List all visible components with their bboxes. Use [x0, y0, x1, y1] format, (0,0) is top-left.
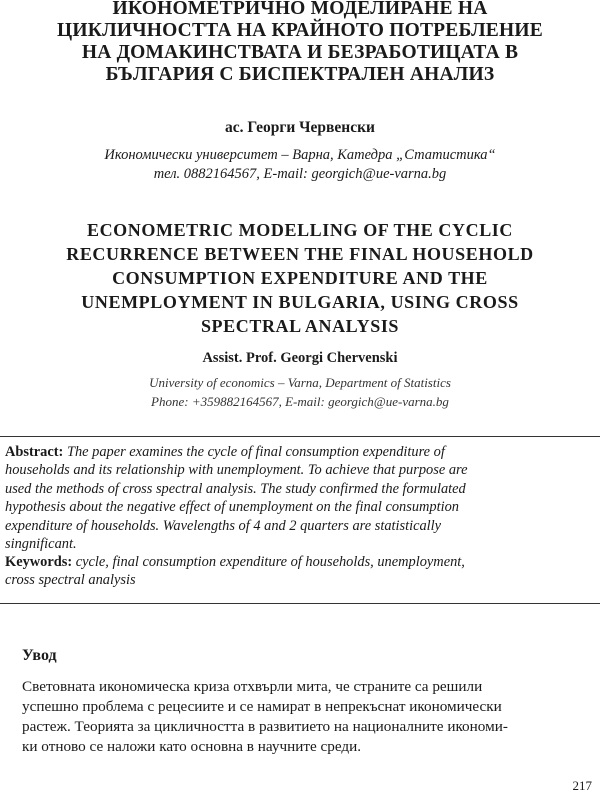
- title-en-line: RECURRENCE BETWEEN THE FINAL HOUSEHOLD: [66, 244, 534, 264]
- affiliation-en-line: University of economics – Varna, Department of Statistics: [149, 375, 451, 390]
- title-en-line: SPECTRAL ANALYSIS: [200, 316, 400, 336]
- title-bg-line: НА ДОМАКИНСТВАТА И БЕЗРАБОТИЦАТА В: [81, 42, 519, 63]
- body-line: растеж. Теорията за цикличността в развитието на националните икономи-: [22, 718, 508, 735]
- divider-bottom: [0, 603, 600, 604]
- title-english: [0, 218, 600, 338]
- section-title: Увод: [22, 647, 57, 664]
- body-line: ки отново се наложи като основна в научните среди.: [22, 738, 362, 755]
- keywords-label: Keywords:: [5, 554, 73, 570]
- abstract-line: singnificant.: [5, 536, 77, 553]
- author-english: Assist. Prof. Georgi Chervenski: [202, 350, 398, 366]
- title-bulgarian: [0, 0, 600, 86]
- author-bulgarian: ас. Георги Червенски: [225, 119, 375, 136]
- title-bg-line: ИКОНОМЕТРИЧНО МОДЕЛИРАНЕ НА: [112, 0, 488, 19]
- title-bg-line: БЪЛГАРИЯ С БИСПЕКТРАЛЕН АНАЛИЗ: [105, 64, 495, 85]
- abstract-label: Abstract:: [5, 444, 64, 460]
- title-bg-line: ЦИКЛИЧНОСТТА НА КРАЙНОТО ПОТРЕБЛЕНИЕ: [57, 20, 543, 41]
- abstract-line: The paper examines the cycle of final consumption expenditure of: [63, 444, 445, 460]
- title-en-line: CONSUMPTION EXPENDITURE AND THE: [112, 268, 488, 288]
- body-line: успешно проблема с рецесиите и се намират в непрекъснат икономически: [22, 698, 502, 715]
- abstract-line: used the methods of cross spectral analysis. The study confirmed the formulated: [5, 480, 466, 497]
- title-en-line: ECONOMETRIC MODELLING OF THE CYCLIC: [86, 220, 514, 240]
- keywords-line: cycle, final consumption expenditure of households, unemployment,: [72, 554, 465, 570]
- abstract: [5, 443, 595, 553]
- affiliation-bg-line: тел. 0882164567, E-mail: georgich@ue-varna.bg: [153, 166, 447, 182]
- divider-top: [0, 436, 600, 437]
- abstract-line: hypothesis about the negative effect of unemployment on the final consumption: [5, 499, 460, 516]
- page-number: 217: [572, 778, 592, 793]
- affiliation-bg-line: Икономически университет – Варна, Катедра „Статистика“: [104, 147, 496, 163]
- keywords-line: cross spectral analysis: [5, 572, 136, 589]
- body-paragraph: [22, 677, 596, 757]
- keywords: [5, 553, 595, 590]
- title-en-line: UNEMPLOYMENT IN BULGARIA, USING CROSS: [81, 292, 519, 312]
- affiliation-en-line: Phone: +359882164567, E-mail: georgich@ue-varna.bg: [151, 394, 449, 409]
- abstract-line: expenditure of households. Wavelengths of 4 and 2 quarters are statistically: [5, 517, 442, 534]
- abstract-line: households and its relationship with unemployment. To achieve that purpose are: [5, 462, 468, 479]
- body-line: Световната икономическа криза отхвърли мита, че страните са решили: [22, 678, 483, 695]
